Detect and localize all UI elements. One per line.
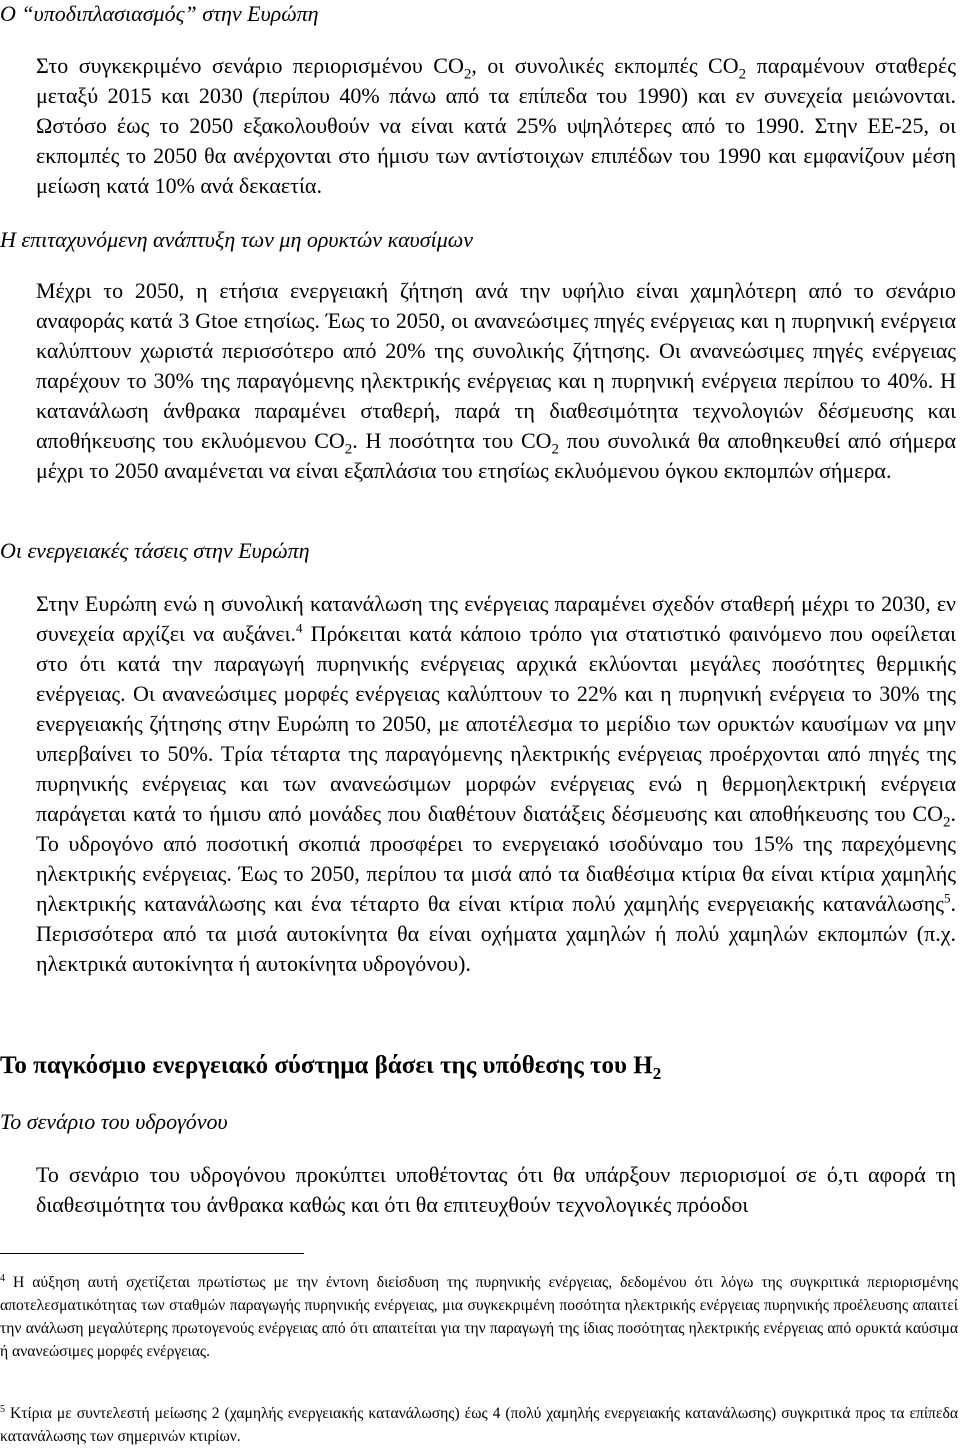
- footnote-mark: 4: [0, 1272, 5, 1284]
- paragraph-halving-europe: [36, 51, 956, 201]
- text-run: Μέχρι το 2050, η ετήσια ενεργειακή ζήτηση ανά την υφήλιο είναι χαμηλότερη από το σενάριο αναφοράς κατά 3 Gtoe ετησίως. Έως το 2050, οι ανανεώσιμες πηγές ενέργειας και η πυρηνική ενέργεια καλύπτουν χωριστά περισσότερο από 20% της συνολικής ζήτησης. Οι ανανεώσιμες πηγές ενέργειας παρέχουν το 30% της παραγόμενης ηλεκτρικής ενέργειας και η πυρηνική ενέργεια περίπου το 40%. Η κατανάλωση άνθρακα παραμένει σταθερή, παρά τη διαθεσιμότητα τεχνολογιών δέσμευσης και αποθήκευσης του εκλυόμενου CO: [36, 278, 956, 453]
- section-title-hydrogen-scenario: Το σενάριο του υδρογόνου: [0, 1109, 228, 1134]
- footnote-mark: 5: [0, 1403, 5, 1415]
- paragraph-non-fossil-growth: [36, 276, 956, 486]
- text-run: . Το υδρογόνο από ποσοτική σκοπιά προσφέρει το ενεργειακό ισοδύναμο του 15% της παρεχόμενης ηλεκτρικής ενέργειας. Έως το 2050, περίπου τα μισά από τα διαθέσιμα κτίρια θα είναι κτίρια χαμηλής ηλεκτρικής κατανάλωσης και ένα τέταρτο θα είναι κτίρια πολύ χαμηλής ενεργειακής κατανάλωσης: [36, 801, 956, 916]
- text-run: που συνολικά θα αποθηκευθεί από σήμερα μέχρι το 2050 αναμένεται να είναι εξαπλάσια του ετησίως εκλυόμενου όγκου εκπομπών σήμερα.: [36, 428, 956, 483]
- text-run: . Η ποσότητα του CO: [352, 428, 552, 453]
- footnote-text: Η αύξηση αυτή σχετίζεται πρωτίστως με την έντονη διείσδυση της πυρηνικής ενέργειας, δεδομένου ότι λόγω της συγκριτικά περιορισμένης αποτελεσματικότητας των σταθμών παραγωγής πυρηνικής ενέργειας, μια συγκεκριμένη ποσότητα ηλεκτρικής ενέργειας πυρηνικής προέλευσης απαιτεί την ανάλωση μεγαλύτερης πρωτογενούς ενέργειας από ότι απαιτείται για την παραγωγή της ίδιας ποσότητας ηλεκτρικής ενέργειας από ορυκτά καύσιμα ή ανανεώσιμες μορφές ενέργειας.: [0, 1274, 958, 1360]
- footnote-text: Κτίρια με συντελεστή μείωσης 2 (χαμηλής ενεργειακής κατανάλωσης) έως 4 (πολύ χαμηλής ενεργειακής κατανάλωσης) συγκριτικά προς τα επίπεδα κατανάλωσης των σημερινών κτιρίων.: [0, 1405, 958, 1445]
- subscript: 2: [738, 66, 747, 83]
- text-run: Στο συγκεκριμένο σενάριο περιορισμένου CO: [36, 53, 464, 78]
- footnote-4: [0, 1271, 958, 1363]
- paragraph-hydrogen-scenario: Το σενάριο του υδρογόνου προκύπτει υποθέτοντας ότι θα υπάρξουν περιορισμοί σε ό,τι αφορά τη διαθεσιμότητα του άνθρακα καθώς και ότι θα επιτευχθούν τεχνολογικές πρόοδοι: [36, 1162, 956, 1217]
- subscript: 2: [943, 814, 951, 831]
- footnote-5: [0, 1402, 958, 1448]
- text-run: παραμένουν σταθερές μεταξύ 2015 και 2030 (περίπου 40% πάνω από τα επίπεδα του 1990) και εν συνεχεία μειώνονται. Ωστόσο έως το 2050 εξακολουθούν να είναι κατά 25% υψηλότερες από το 1990. Στην ΕΕ-25, οι εκπομπές το 2050 θα ανέρχονται στο ήμισυ των αντίστοιχων επιπέδων του 1990 και εμφανίζουν μέση μείωση κατά 10% ανά δεκαετία.: [36, 53, 956, 198]
- paragraph-energy-trends-europe: [36, 589, 956, 979]
- section-title-halving-europe: Ο “υποδιπλασιασμός” στην Ευρώπη: [0, 1, 319, 26]
- text-run: Στην Ευρώπη ενώ η συνολική κατανάλωση της ενέργειας παραμένει σχεδόν σταθερή μέχρι το 2030, εν συνεχεία αρχίζει να αυξάνει.: [36, 591, 956, 646]
- section-title-energy-trends-europe: Οι ενεργειακές τάσεις στην Ευρώπη: [0, 538, 310, 563]
- subscript: 2: [463, 66, 472, 83]
- subscript: 2: [652, 1064, 662, 1083]
- text-run: , οι συνολικές εκπομπές CO: [471, 53, 739, 78]
- footnote-reference: 4: [296, 620, 303, 636]
- text-run: . Περισσότερα από τα μισά αυτοκίνητα θα είναι οχήματα χαμηλών ή πολύ χαμηλών εκπομπών (π.χ. ηλεκτρικά αυτοκίνητα ή αυτοκίνητα υδρογόνου).: [36, 891, 956, 976]
- heading-text: Το παγκόσμιο ενεργειακό σύστημα βάσει της υπόθεσης του Η: [0, 1052, 653, 1079]
- subscript: 2: [344, 441, 353, 458]
- page-heading-hydrogen-system: [0, 1050, 960, 1082]
- footnote-separator: [0, 1253, 304, 1254]
- text-run: Πρόκειται κατά κάποιο τρόπο για στατιστικό φαινόμενο που οφείλεται στο ότι κατά την παραγωγή πυρηνικής ενέργειας αρχικά εκλύονται μεγάλες ποσότητες θερμικής ενέργειας. Οι ανανεώσιμες μορφές ενέργειας καλύπτουν το 22% και η πυρηνική ενέργεια το 30% της ενεργειακής ζήτησης στην Ευρώπη το 2050, με αποτέλεσμα το μερίδιο των ορυκτών καυσίμων να μην υπερβαίνει το 50%. Τρία τέταρτα της παραγόμενης ηλεκτρικής ενέργειας προέρχονται από πηγές της πυρηνικής ενέργειας και των ανανεώσιμων μορφών ενέργειας ενώ η θερμοηλεκτρική ενέργεια παράγεται κατά το ήμισυ από μονάδες που διαθέτουν διατάξεις δέσμευσης και αποθήκευσης του CO: [36, 621, 957, 826]
- subscript: 2: [551, 441, 560, 458]
- footnote-reference: 5: [944, 890, 951, 906]
- section-title-non-fossil-growth: Η επιταχυνόμενη ανάπτυξη των μη ορυκτών καυσίμων: [0, 227, 474, 252]
